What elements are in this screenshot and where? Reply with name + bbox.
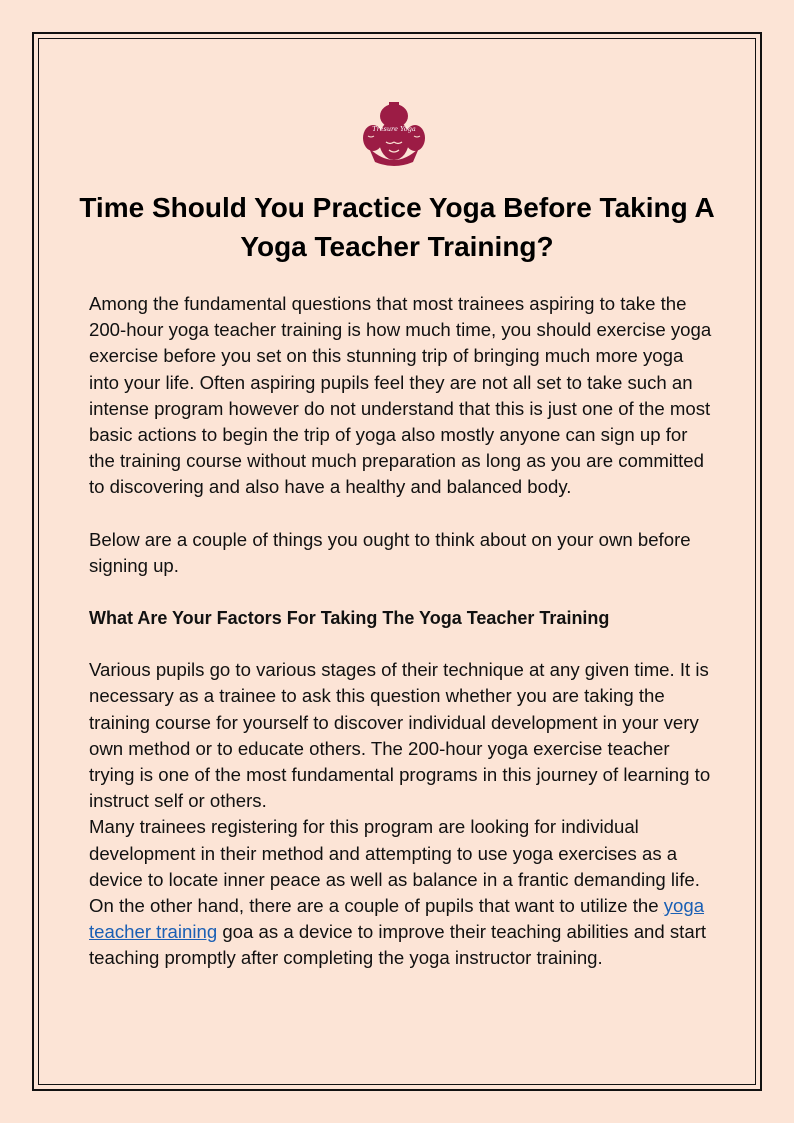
logo-text: Tresure Yoga [372,125,416,133]
fourth-paragraph-tail: goa as a device to improve their teaching abilities and start teaching promptly after completing the yoga instructor training. [89,921,707,969]
tresure-yoga-logo [363,98,425,168]
intro-paragraph: Among the fundamental questions that most trainees aspiring to take the 200-hour yoga teacher training is how much time, you should exercise yoga exercise before you set on this stunning trip of bringing much more yoga into your life. Often aspiring pupils feel they are not all set to take such an intense program however do not understand that this is just one of the most basic actions to begin the trip of yoga also mostly anyone can sign up for the training course without much preparation as long as you are committed to discovering and also have a healthy and balanced body. [89,293,712,498]
article-body [89,291,713,972]
third-paragraph: Various pupils go to various stages of their technique at any given time. It is necessary as a trainee to ask this question whether you are taking the training course for yourself to discover individual development in your very own method or to educate others. The 200-hour yoga exercise teacher trying is one of the most fundamental programs in this journey of learning to instruct self or others. [89,659,711,812]
section-heading: What Are Your Factors For Taking The Yoga Teacher Training [89,608,610,629]
second-paragraph: Below are a couple of things you ought to think about on your own before signing up. [89,528,691,576]
page-title: Time Should You Practice Yoga Before Taking A Yoga Teacher Training? [79,192,715,262]
yoga-teacher-training-link[interactable]: yoga teacher training [89,895,705,943]
fourth-paragraph-lead: Many trainees registering for this program are looking for individual development in their method and attempting to use yoga exercises as a device to locate inner peace as well as balance in a frantic demanding life. On the other hand, there are a couple of pupils that want to utilize the [89,816,700,917]
fourth-paragraph [89,814,713,971]
